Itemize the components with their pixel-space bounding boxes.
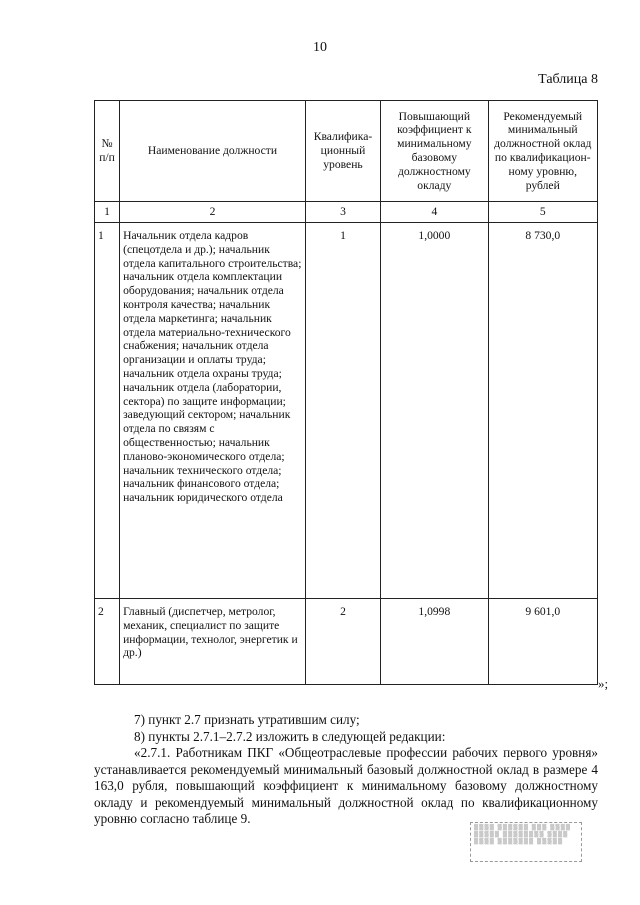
header-salary: Рекомендуемый минимальный должностной оклад по квалификацион-ному уровню, рублей bbox=[488, 101, 597, 202]
body-text bbox=[94, 712, 598, 828]
column-number: 5 bbox=[488, 202, 597, 223]
table-row bbox=[95, 223, 598, 599]
salary-table bbox=[94, 100, 598, 685]
paragraph: 8) пункты 2.7.1–2.7.2 изложить в следующей редакции: bbox=[134, 728, 446, 744]
row-number: 2 bbox=[95, 599, 120, 685]
closing-quote: »; bbox=[598, 676, 609, 691]
page-number: 10 bbox=[313, 40, 327, 55]
salary: 9 601,0 bbox=[488, 599, 597, 685]
row-number: 1 bbox=[95, 223, 120, 599]
header-position-name: Наименование должности bbox=[120, 101, 306, 202]
registration-stamp: ▒▒▒▒ ▒▒▒▒▒▒ ▒▒▒ ▒▒▒▒ ▒▒▒▒▒ ▒▒▒▒▒▒▒▒ ▒▒▒▒ ▒▒▒▒ ▒▒▒▒▒▒▒ ▒▒▒▒▒ bbox=[470, 822, 582, 862]
column-numbers-row bbox=[95, 202, 598, 223]
table-header-row bbox=[95, 101, 598, 202]
column-number: 3 bbox=[305, 202, 380, 223]
header-coefficient: Повышающий коэффициент к минимальному базовому должностному окладу bbox=[381, 101, 488, 202]
coefficient: 1,0000 bbox=[381, 223, 488, 599]
header-number: № п/п bbox=[95, 101, 120, 202]
salary: 8 730,0 bbox=[488, 223, 597, 599]
column-number: 2 bbox=[120, 202, 306, 223]
column-number: 4 bbox=[381, 202, 488, 223]
column-number: 1 bbox=[95, 202, 120, 223]
paragraph: 7) пункт 2.7 признать утратившим силу; bbox=[134, 712, 360, 727]
table-row bbox=[95, 599, 598, 685]
position-name: Начальник отдела кадров (спецотдела и др.); начальник отдела капитального строительства; начальник отдела комплектации оборудования; начальник отдела контроля качества; начальник отдела маркетинга; начальник отдела материально-технического снабжения; начальник отдела организации и оплаты труда; начальник отдела охраны труда; начальник отдела (лаборатории, сектора) по защите информации; заведующий сектором; начальник отдела по связям с общественностью; начальник планово-экономического отдела; начальник технического отдела; начальник финансового отдела; начальник юридического отдела bbox=[120, 223, 306, 599]
qualification-level: 1 bbox=[305, 223, 380, 599]
paragraph: «2.7.1. Работникам ПКГ «Общеотраслевые профессии рабочих первого уровня» устанавливается рекомендуемый минимальный базовый должностной оклад в размере 4 163,0 рубля, повышающий коэффициент к минимальному базовому должностному окладу и рекомендуемый минимальный должностной оклад по квалификационному уровню согласно таблице 9. bbox=[94, 745, 598, 826]
header-qualification-level: Квалифика-ционный уровень bbox=[305, 101, 380, 202]
table-caption: Таблица 8 bbox=[538, 72, 598, 87]
qualification-level: 2 bbox=[305, 599, 380, 685]
position-name: Главный (диспетчер, метролог, механик, специалист по защите информации, технолог, энергетик и др.) bbox=[120, 599, 306, 685]
coefficient: 1,0998 bbox=[381, 599, 488, 685]
